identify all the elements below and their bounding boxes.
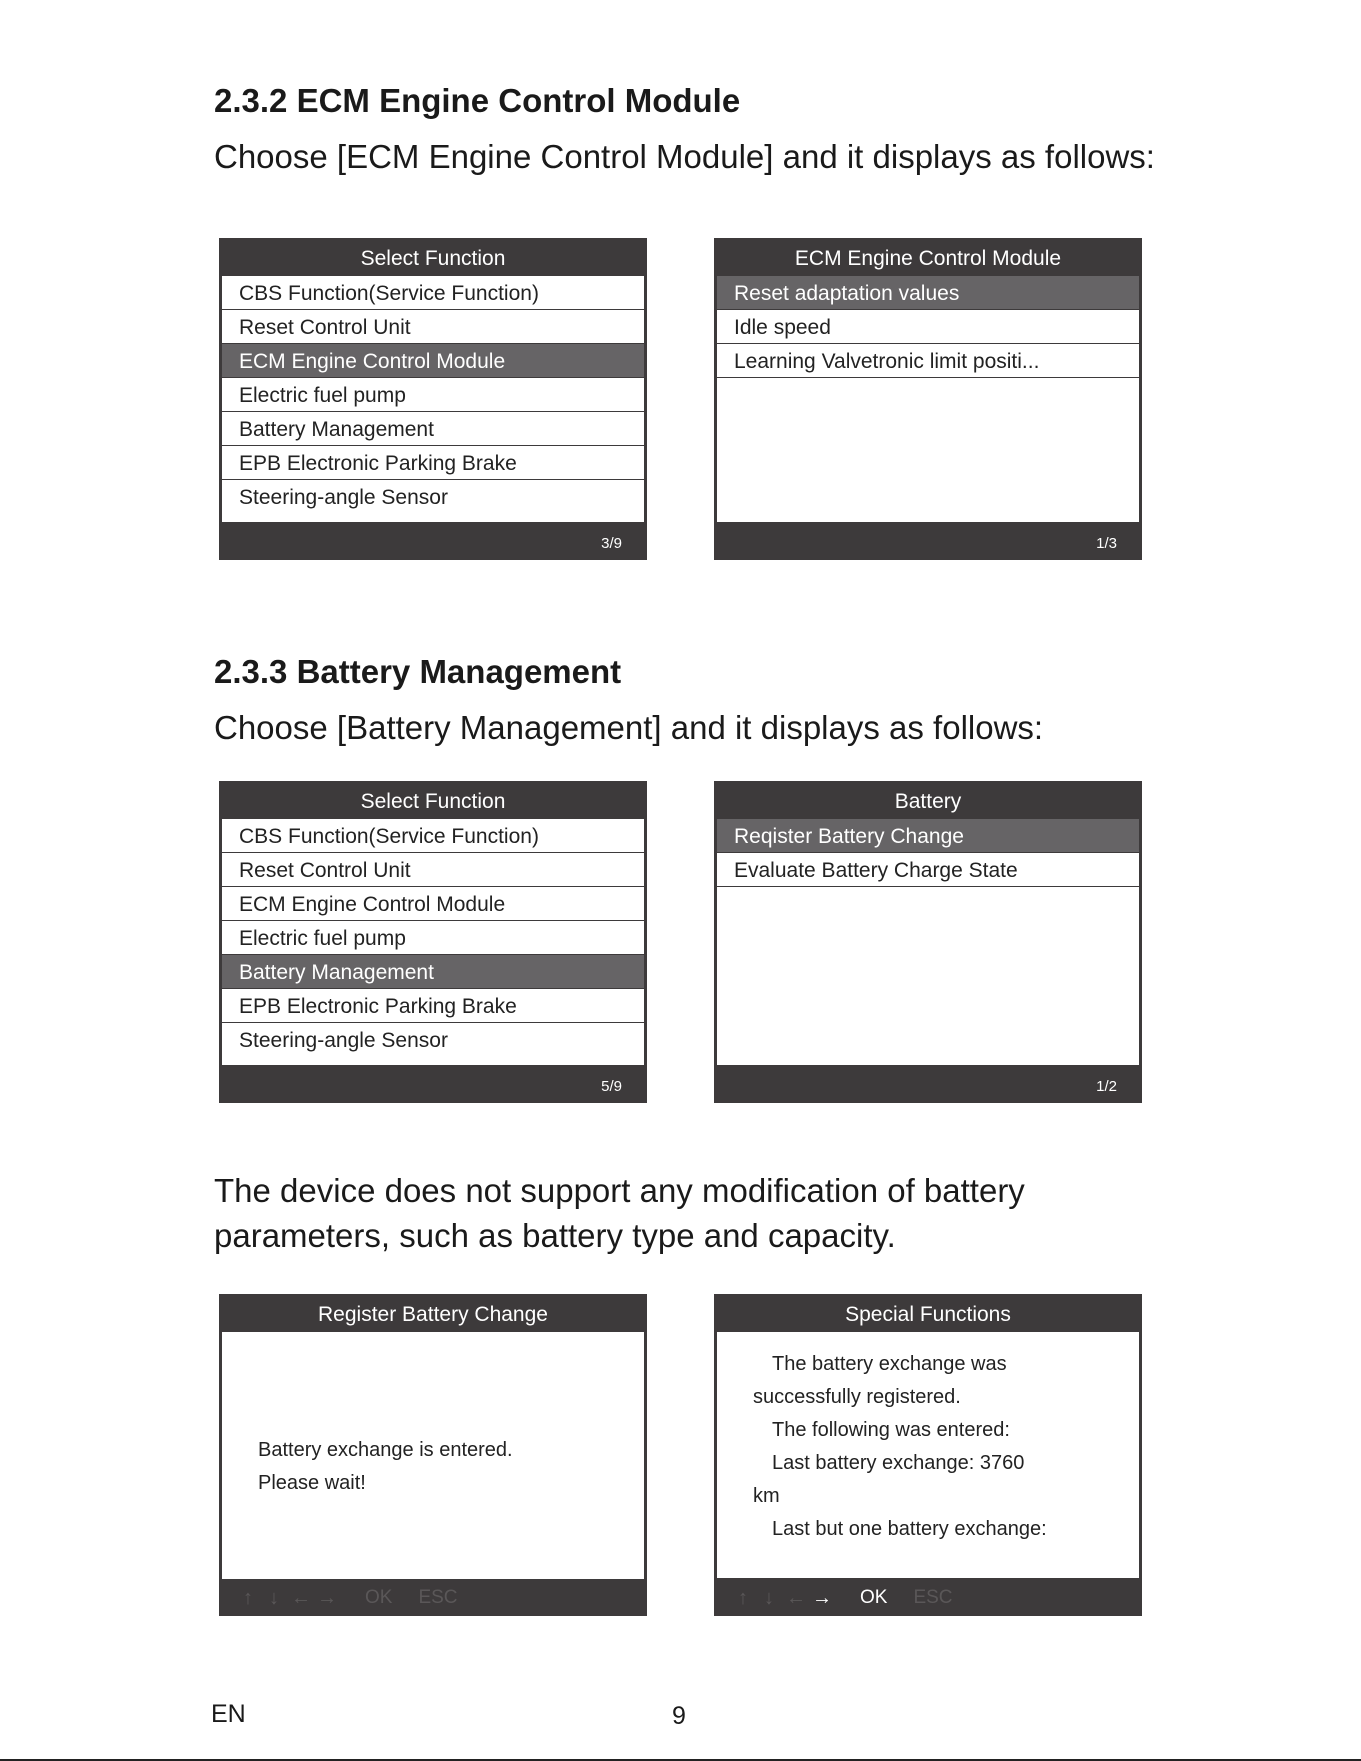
- menu-list: [222, 819, 644, 1065]
- esc-button[interactable]: ESC: [418, 1587, 458, 1608]
- menu-item-selected[interactable]: Reset adaptation values: [717, 276, 1139, 310]
- section-heading-battery: 2.3.3 Battery Management: [214, 653, 622, 690]
- menu-list: [717, 819, 1139, 1065]
- screen-battery: [714, 781, 1142, 1103]
- message-line: Please wait!: [258, 1472, 366, 1494]
- screen-title: Register Battery Change: [318, 1303, 548, 1326]
- menu-item[interactable]: Steering-angle Sensor: [239, 1029, 448, 1052]
- message-line: Last but one battery exchange:: [772, 1518, 1047, 1540]
- note-line: The device does not support any modification of battery: [214, 1172, 1025, 1209]
- menu-item[interactable]: Steering-angle Sensor: [239, 486, 448, 509]
- arrow-left-icon[interactable]: ←: [291, 1586, 311, 1609]
- ok-button[interactable]: OK: [365, 1587, 393, 1608]
- screen-title: Special Functions: [845, 1303, 1011, 1326]
- note-paragraph: [214, 1168, 1025, 1258]
- arrow-up-icon[interactable]: ↑: [243, 1586, 253, 1609]
- menu-item[interactable]: Idle speed: [717, 310, 1139, 344]
- message-line: The battery exchange was: [772, 1353, 1007, 1375]
- arrow-down-icon[interactable]: ↓: [269, 1586, 279, 1609]
- page-indicator: 1/2: [1096, 1078, 1117, 1095]
- screen-register-battery-change: [219, 1294, 647, 1616]
- menu-item[interactable]: Battery Management: [222, 412, 644, 446]
- nav-bar: [734, 1588, 953, 1608]
- menu-item[interactable]: Evaluate Battery Charge State: [717, 853, 1139, 887]
- screen-title: Select Function: [360, 790, 506, 813]
- menu-item-selected[interactable]: Battery Management: [222, 955, 644, 989]
- arrow-up-icon[interactable]: ↑: [738, 1586, 748, 1609]
- menu-item-selected[interactable]: Reqister Battery Change: [717, 819, 1139, 853]
- screen-select-function-1: [219, 238, 647, 560]
- message-line: Last battery exchange: 3760: [772, 1452, 1025, 1474]
- screen-title: ECM Engine Control Module: [794, 247, 1062, 270]
- ok-button[interactable]: OK: [860, 1587, 888, 1608]
- arrow-left-icon[interactable]: ←: [786, 1586, 806, 1609]
- screen-title: Battery: [894, 790, 962, 813]
- section-lead-battery: Choose [Battery Management] and it displays as follows:: [214, 709, 1044, 746]
- message-text: [258, 1434, 513, 1500]
- page-indicator: 5/9: [601, 1078, 622, 1095]
- arrow-right-icon[interactable]: →: [317, 1586, 337, 1609]
- message-area: [717, 1332, 1139, 1578]
- menu-list: [222, 276, 644, 522]
- menu-item[interactable]: Reset Control Unit: [222, 310, 644, 344]
- arrow-right-icon[interactable]: →: [812, 1586, 832, 1609]
- screen-special-functions: [714, 1294, 1142, 1616]
- arrow-down-icon[interactable]: ↓: [764, 1586, 774, 1609]
- menu-item[interactable]: EPB Electronic Parking Brake: [222, 446, 644, 480]
- message-line: km: [753, 1485, 780, 1507]
- screen-ecm-module: [714, 238, 1142, 560]
- menu-item[interactable]: Electric fuel pump: [222, 378, 644, 412]
- section-lead-ecm: Choose [ECM Engine Control Module] and it displays as follows:: [214, 138, 1155, 175]
- menu-item[interactable]: CBS Function(Service Function): [222, 276, 644, 310]
- nav-bar: [239, 1588, 458, 1608]
- section-heading-ecm: 2.3.2 ECM Engine Control Module: [214, 82, 741, 119]
- esc-button[interactable]: ESC: [913, 1587, 953, 1608]
- menu-list: [717, 276, 1139, 522]
- menu-item[interactable]: Learning Valvetronic limit positi...: [717, 344, 1139, 378]
- note-line: parameters, such as battery type and capacity.: [214, 1217, 896, 1254]
- screen-select-function-2: [219, 781, 647, 1103]
- message-line: The following was entered:: [772, 1419, 1010, 1441]
- menu-item[interactable]: Electric fuel pump: [222, 921, 644, 955]
- message-line: Battery exchange is entered.: [258, 1439, 513, 1461]
- page-indicator: 1/3: [1096, 535, 1117, 552]
- menu-item[interactable]: ECM Engine Control Module: [222, 887, 644, 921]
- menu-item[interactable]: CBS Function(Service Function): [222, 819, 644, 853]
- message-text: [753, 1348, 1047, 1546]
- menu-item-selected[interactable]: ECM Engine Control Module: [222, 344, 644, 378]
- page-indicator: 3/9: [601, 535, 622, 552]
- message-line: successfully registered.: [753, 1386, 961, 1408]
- footer-language: EN: [211, 1700, 246, 1728]
- menu-item[interactable]: EPB Electronic Parking Brake: [222, 989, 644, 1023]
- screen-title: Select Function: [360, 247, 506, 270]
- message-area: [222, 1332, 644, 1579]
- footer-page-number: 9: [672, 1702, 686, 1730]
- menu-item[interactable]: Reset Control Unit: [222, 853, 644, 887]
